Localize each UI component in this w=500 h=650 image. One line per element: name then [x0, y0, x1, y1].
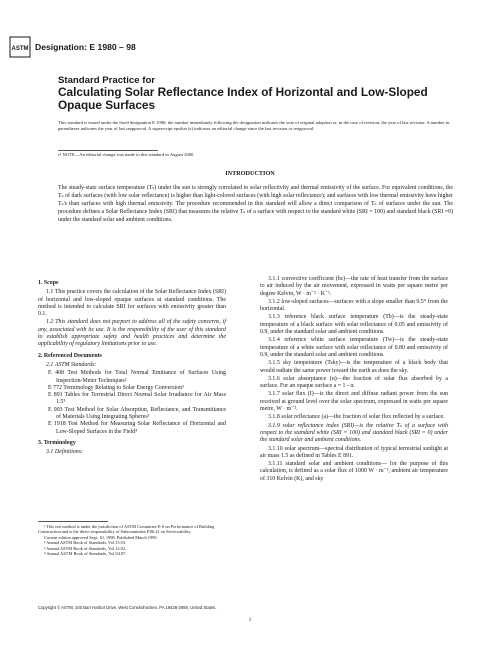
- reference-item: E 903 Test Method for Solar Absorption, Reflectance, and Transmittance of Materials Using Integrating Spheres³: [48, 406, 226, 421]
- footnote-divider: [38, 521, 108, 522]
- definition-paragraph: 3.1.6 solar absorptance (α)—the fraction of solar flux absorbed by a surface. For an opaque surface a = 1 - α.: [260, 375, 448, 390]
- reference-item: E 891 Tables for Terrestrial Direct Normal Solar Irradiance for Air Mass 1.5³: [48, 392, 226, 406]
- title-block: [58, 75, 468, 112]
- document-title: Calculating Solar Reflectance Index of Horizontal and Low-Sloped Opaque Surfaces: [58, 85, 428, 112]
- right-column: [260, 276, 448, 484]
- definition-paragraph: 3.1.9 solar reflectance index (SRI)—is the relative Tₛ of a surface with respect to the standard white (SRI = 100) and standard black (SRI = 0) under the standard solar and ambient conditions.: [260, 422, 448, 444]
- definition-paragraph: 3.1.2 low-sloped surfaces—surfaces with a slope smaller than 9.5° from the horizontal.: [260, 298, 448, 313]
- terminology-heading: 3. Terminology: [38, 439, 76, 446]
- safety-paragraph: 1.2 This standard does not purport to address all of the safety concerns, if any, associated with its use. It is the responsibility of the user of this standard to establish appropriate safety and health practices and determine the applicability of regulatory limitations prior to use.: [38, 319, 226, 348]
- scope-paragraph: 1.1 This practice covers the calculation of the Solar Reflectance Index (SRI) of horizontal and low-sloped opaque surfaces at standard conditions. The method is intended to calculate SRI for surfaces with emissivity greater than 0.1.: [38, 289, 226, 318]
- definitions-label: 3.1 Definitions:: [46, 449, 83, 456]
- footnote: ³ Annual ASTM Book of Standards, Vol 12.02.: [44, 545, 127, 551]
- footnote: ¹ This test method is under the jurisdiction of ASTM Committee E-6 on Performance of Building Construction and is the direct responsibility of Subcommittee E06.21 on Serviceability.: [38, 524, 215, 535]
- definition-paragraph: 3.1.8 solar reflectance (a)—the fraction of solar flux reflected by a surface.: [268, 414, 445, 421]
- left-column: [38, 276, 226, 458]
- page-number: 1: [248, 617, 252, 623]
- divider: [58, 150, 158, 151]
- footnote: ⁴ Annual ASTM Book of Standards, Vol 04.07.: [44, 551, 127, 557]
- reference-item: E 772 Terminology Relating to Solar Energy Conversion³: [48, 384, 184, 391]
- svg-text:ASTM: ASTM: [11, 46, 29, 52]
- editorial-note: ε¹ NOTE—An editorial change was made to this standard in August 2000.: [58, 152, 195, 157]
- definition-paragraph: 3.1.4 reference white surface temperature (Tw)—is the steady-state temperature of a white surface with solar reflectance of 0.80 and emissivity of 0.9, under the standard solar and ambient conditions.: [260, 337, 448, 358]
- reference-item: E 1918 Test Method for Measuring Solar Reflectance of Horizontal and Low-Sloped Surfaces in the Field⁴: [48, 421, 226, 435]
- definition-paragraph: 3.1.7 solar flux (I)—is the direct and diffuse radiant power from the sun received at ground level over the solar spectrum, expressed in watts per square metre, W · m⁻².: [260, 391, 448, 413]
- footnotes: [38, 524, 228, 556]
- document-header: [9, 36, 136, 58]
- astm-logo: [9, 36, 31, 58]
- issuance-notice: This standard is issued under the fixed designation E 1980; the number immediately following the designation indicates the year of original adoption or, in the case of revision, the year of last revision. A number in parentheses indicates the year of last reapproval. A superscript epsilon (ε) indicates an editorial change since the last revision or reapproval.: [58, 120, 450, 131]
- designation: Designation: E 1980 – 98: [35, 42, 136, 52]
- scope-heading: 1. Scope: [38, 280, 59, 286]
- introduction-text: The steady-state surface temperature (Tₛ) under the sun is strongly correlated to solar reflectivity and thermal emissivity of the surface. For equivalent conditions, the Tₛ of dark surfaces (with low solar reflectance) is higher than light-colored surfaces (with high solar reflectance); and surfaces with low thermal emissivity have higher Tₛ's than surfaces with high thermal emissivity. The procedure recommended in this standard will allow a direct comparison of Tₛ of surfaces under the sun. The procedure defines a Solar Reflectance Index (SRI) that measures the relative Tₛ of a surface with respect to the standard white (SRI = 100) and standard black (SRI =0) under the standard solar and ambient conditions.: [58, 185, 453, 223]
- definition-paragraph: 3.1.5 sky temperature (Tsky)—is the temperature of a black body that would radiate the same power toward the earth as does the sky.: [260, 360, 448, 374]
- definition-paragraph: 3.1.3 reference black surface temperature (Tb)—is the steady-state temperature of a black surface with solar reflectance of 0.05 and emissivity of 0.9, under the standard solar and ambient conditions.: [260, 314, 448, 336]
- astm-standards-label: 2.1 ASTM Standards:: [46, 361, 97, 368]
- title-prefix: Standard Practice for: [58, 75, 156, 86]
- definition-paragraph: 3.1.10 solar spectrum—spectral distribution of typical terrestrial sunlight at air mass 1.5 as defined in Tables E 891.: [260, 445, 448, 459]
- definition-paragraph: 3.1.11 standard solar and ambient conditions— for the purpose of this calculation, is defined as a solar flux of 1000 W · m⁻², ambient air temperature of 310 Kelvin (K), and sky: [260, 461, 448, 482]
- footnote: Current edition approved Sept. 10, 1998. Published March 1999.: [44, 534, 158, 540]
- reference-item: E 408 Test Methods for Total Normal Emittance of Surfaces Using Inspection-Meter Techniques²: [48, 370, 226, 384]
- definition-paragraph: 3.1.1 convective coefficient (hc)—the rate of heat transfer from the surface to air induced by the air movement, expressed in watts per square metre per degree Kelvin, W · m⁻² · K⁻¹.: [260, 276, 448, 297]
- references-heading: 2. Referenced Documents: [38, 352, 102, 359]
- copyright-line: Copyright © ASTM, 100 Barr Harbor Drive, West Conshohocken, PA 19428-2959, United States.: [38, 605, 217, 610]
- footnote: ² Annual ASTM Book of Standards, Vol 15.03.: [44, 540, 127, 546]
- introduction-heading: INTRODUCTION: [225, 170, 275, 177]
